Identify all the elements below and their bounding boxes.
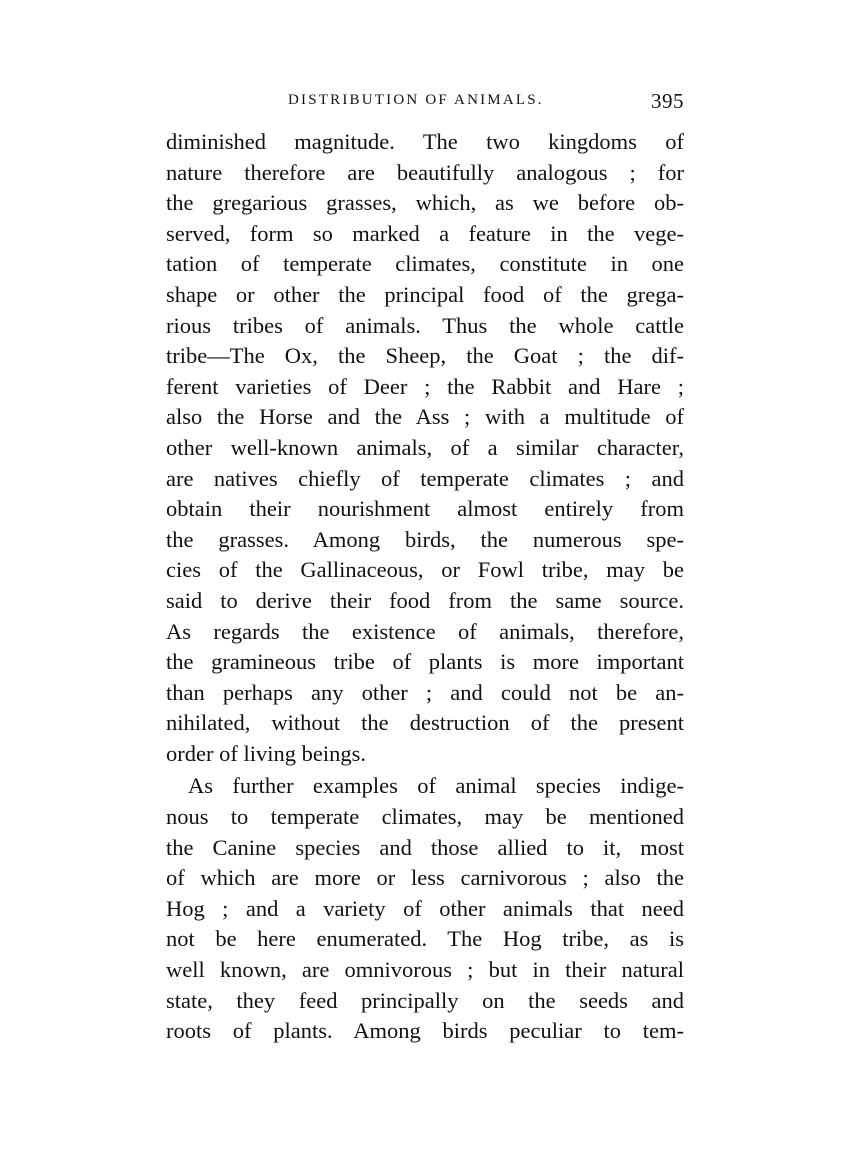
paragraph-1 (166, 127, 684, 769)
text-line: are natives chiefly of temperate climates ; and (166, 465, 684, 491)
text-line: tation of temperate climates, constitute in one (166, 251, 684, 277)
text-line: cies of the Gallinaceous, or Fowl tribe, may be (166, 557, 684, 583)
paragraph-2 (166, 771, 684, 1046)
text-line: ferent varieties of Deer ; the Rabbit and Hare ; (166, 373, 684, 399)
text-line: As regards the existence of animals, therefore, (166, 618, 684, 644)
text-line: other well-known animals, of a similar character, (166, 434, 684, 460)
text-line: the grasses. Among birds, the numerous spe- (166, 526, 684, 552)
page-number: 395 (651, 89, 684, 113)
text-line: nature therefore are beautifully analogous ; for (166, 159, 684, 185)
text-line: the gregarious grasses, which, as we before ob- (166, 190, 684, 216)
text-line: roots of plants. Among birds peculiar to tem- (166, 1018, 684, 1044)
text-line: not be here enumerated. The Hog tribe, as is (166, 926, 684, 952)
text-line: the Canine species and those allied to it, most (166, 834, 684, 860)
body-text (166, 127, 684, 1047)
text-line: of which are more or less carnivorous ; also the (166, 865, 684, 891)
text-line: Hog ; and a variety of other animals that need (166, 895, 684, 921)
running-head: DISTRIBUTION OF ANIMALS. (288, 92, 544, 108)
text-line: shape or other the principal food of the grega- (166, 281, 684, 307)
text-line: As further examples of animal species indige- (188, 773, 684, 799)
text-line: served, form so marked a feature in the vege- (166, 220, 684, 246)
text-line: order of living beings. (166, 740, 366, 766)
text-line: state, they feed principally on the seeds and (166, 987, 684, 1013)
text-line: the gramineous tribe of plants is more important (166, 649, 684, 675)
text-line: obtain their nourishment almost entirely from (166, 496, 684, 522)
page-header (166, 89, 684, 116)
text-line: well known, are omnivorous ; but in their natural (166, 957, 684, 983)
text-line: said to derive their food from the same source. (166, 587, 684, 613)
text-line: nous to temperate climates, may be mentioned (166, 804, 684, 830)
text-line: also the Horse and the Ass ; with a multitude of (166, 404, 684, 430)
text-line: diminished magnitude. The two kingdoms of (166, 129, 684, 154)
text-line: than perhaps any other ; and could not be an- (166, 679, 684, 705)
text-line: nihilated, without the destruction of the present (166, 710, 684, 736)
text-line: rious tribes of animals. Thus the whole cattle (166, 312, 684, 338)
text-line: tribe—The Ox, the Sheep, the Goat ; the dif- (166, 343, 684, 369)
